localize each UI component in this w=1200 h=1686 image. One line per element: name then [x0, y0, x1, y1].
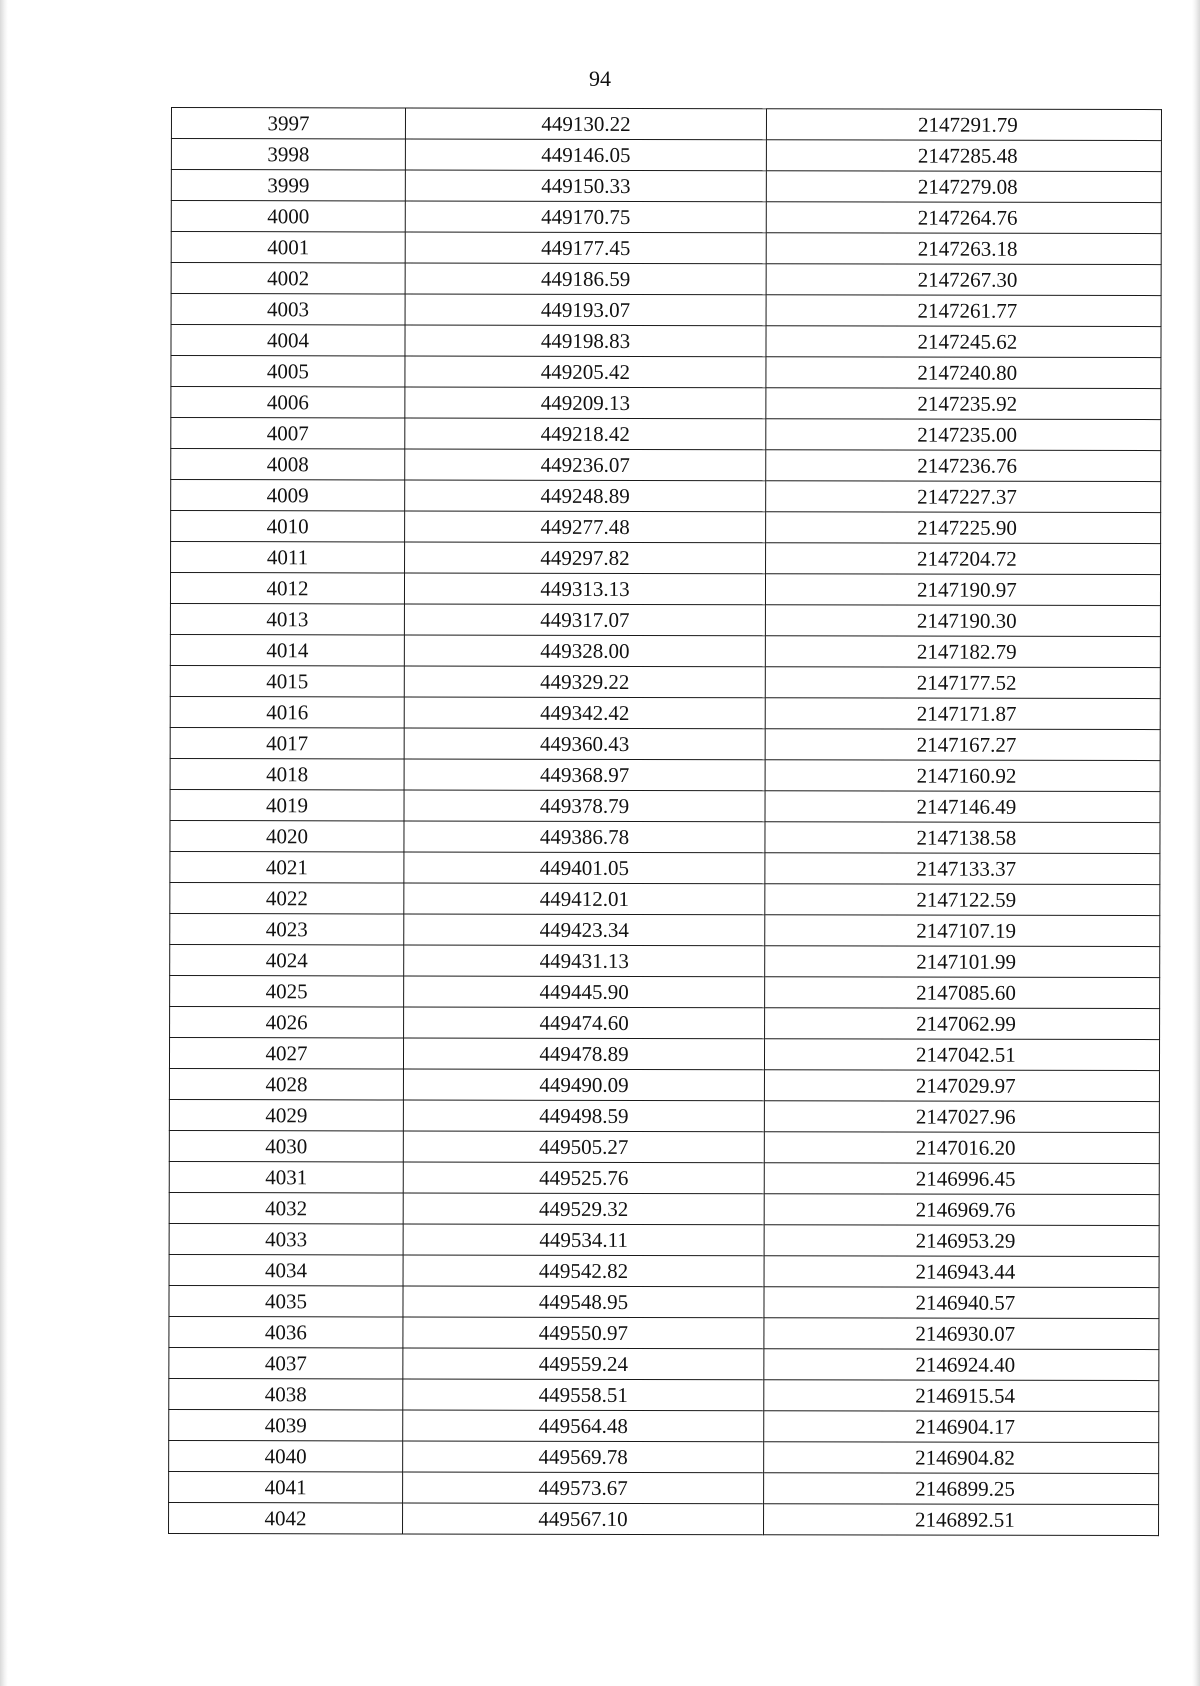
y-coordinate-cell: 2147171.87: [765, 698, 1160, 730]
table-row: [170, 851, 1160, 884]
table-row: [169, 1254, 1159, 1287]
y-coordinate-cell: 2147190.97: [765, 574, 1160, 606]
x-coordinate-cell: 449431.13: [404, 945, 765, 977]
x-coordinate-cell: 449478.89: [403, 1038, 764, 1070]
table-row: [170, 789, 1160, 822]
point-number-cell: 4014: [170, 634, 404, 665]
table-row: [170, 944, 1160, 977]
y-coordinate-cell: 2147285.48: [766, 140, 1161, 172]
y-coordinate-cell: 2147016.20: [764, 1132, 1159, 1164]
y-coordinate-cell: 2147263.18: [766, 233, 1161, 265]
table-row: [171, 418, 1161, 451]
x-coordinate-cell: 449564.48: [403, 1410, 764, 1442]
point-number-cell: 4034: [169, 1254, 403, 1285]
point-number-cell: 4002: [171, 263, 405, 294]
point-number-cell: 4019: [170, 789, 404, 820]
y-coordinate-cell: 2147122.59: [765, 884, 1160, 916]
table-row: [169, 1440, 1159, 1473]
point-number-cell: 4038: [169, 1378, 403, 1409]
table-row: [171, 356, 1161, 389]
y-coordinate-cell: 2146953.29: [764, 1225, 1159, 1257]
table-row: [170, 727, 1160, 760]
y-coordinate-cell: 2147146.49: [765, 791, 1160, 823]
x-coordinate-cell: 449328.00: [404, 635, 765, 667]
point-number-cell: 3999: [171, 170, 405, 201]
y-coordinate-cell: 2147085.60: [765, 977, 1160, 1009]
point-number-cell: 4021: [170, 851, 404, 882]
table-row: [169, 1192, 1159, 1225]
y-coordinate-cell: 2147167.27: [765, 729, 1160, 761]
table-row: [171, 201, 1161, 234]
y-coordinate-cell: 2147267.30: [766, 264, 1161, 296]
x-coordinate-cell: 449198.83: [405, 325, 766, 357]
table-row: [169, 1347, 1159, 1380]
x-coordinate-cell: 449445.90: [404, 976, 765, 1008]
point-number-cell: 4012: [170, 573, 404, 604]
point-number-cell: 4042: [169, 1502, 403, 1533]
point-number-cell: 4007: [171, 418, 405, 449]
table-row: [169, 1316, 1159, 1349]
x-coordinate-cell: 449548.95: [403, 1286, 764, 1318]
x-coordinate-cell: 449558.51: [403, 1379, 764, 1411]
x-coordinate-cell: 449386.78: [404, 821, 765, 853]
y-coordinate-cell: 2147264.76: [766, 202, 1161, 234]
table-row: [171, 170, 1161, 203]
y-coordinate-cell: 2146943.44: [764, 1256, 1159, 1288]
point-number-cell: 4003: [171, 294, 405, 325]
x-coordinate-cell: 449150.33: [405, 170, 766, 202]
point-number-cell: 4005: [171, 356, 405, 387]
y-coordinate-cell: 2147029.97: [764, 1070, 1159, 1102]
x-coordinate-cell: 449297.82: [405, 542, 766, 574]
point-number-cell: 4004: [171, 325, 405, 356]
y-coordinate-cell: 2147062.99: [765, 1008, 1160, 1040]
x-coordinate-cell: 449329.22: [404, 666, 765, 698]
x-coordinate-cell: 449360.43: [404, 728, 765, 760]
x-coordinate-cell: 449193.07: [405, 294, 766, 326]
coordinate-table: [168, 107, 1162, 1536]
x-coordinate-cell: 449505.27: [403, 1131, 764, 1163]
table-row: [169, 1285, 1159, 1318]
y-coordinate-cell: 2146899.25: [764, 1473, 1159, 1505]
x-coordinate-cell: 449412.01: [404, 883, 765, 915]
table-row: [170, 665, 1160, 698]
point-number-cell: 4032: [169, 1192, 403, 1223]
point-number-cell: 4039: [169, 1409, 403, 1440]
x-coordinate-cell: 449401.05: [404, 852, 765, 884]
x-coordinate-cell: 449474.60: [404, 1007, 765, 1039]
x-coordinate-cell: 449490.09: [403, 1069, 764, 1101]
y-coordinate-cell: 2147027.96: [764, 1101, 1159, 1133]
y-coordinate-cell: 2147160.92: [765, 760, 1160, 792]
y-coordinate-cell: 2146904.82: [764, 1442, 1159, 1474]
y-coordinate-cell: 2147245.62: [766, 326, 1161, 358]
point-number-cell: 4009: [171, 480, 405, 511]
table-row: [171, 294, 1161, 327]
y-coordinate-cell: 2146892.51: [764, 1504, 1159, 1536]
x-coordinate-cell: 449248.89: [405, 480, 766, 512]
x-coordinate-cell: 449277.48: [405, 511, 766, 543]
x-coordinate-cell: 449567.10: [403, 1503, 764, 1535]
point-number-cell: 4000: [171, 201, 405, 232]
y-coordinate-cell: 2147101.99: [765, 946, 1160, 978]
point-number-cell: 4022: [170, 882, 404, 913]
y-coordinate-cell: 2147107.19: [765, 915, 1160, 947]
point-number-cell: 4037: [169, 1347, 403, 1378]
table-row: [169, 1223, 1159, 1256]
x-coordinate-cell: 449534.11: [403, 1224, 764, 1256]
point-number-cell: 4006: [171, 387, 405, 418]
x-coordinate-cell: 449186.59: [405, 263, 766, 295]
point-number-cell: 4011: [171, 542, 405, 573]
table-row: [169, 1161, 1159, 1194]
point-number-cell: 4029: [169, 1099, 403, 1130]
table-row: [171, 449, 1161, 482]
y-coordinate-cell: 2147240.80: [766, 357, 1161, 389]
y-coordinate-cell: 2146915.54: [764, 1380, 1159, 1412]
y-coordinate-cell: 2147204.72: [766, 543, 1161, 575]
x-coordinate-cell: 449569.78: [403, 1441, 764, 1473]
y-coordinate-cell: 2147133.37: [765, 853, 1160, 885]
table-row: [171, 139, 1161, 172]
table-row: [170, 820, 1160, 853]
point-number-cell: 4001: [171, 232, 405, 263]
table-row: [169, 1471, 1159, 1504]
table-row: [170, 882, 1160, 915]
table-row: [171, 263, 1161, 296]
table-row: [171, 325, 1161, 358]
table-row: [170, 603, 1160, 636]
x-coordinate-cell: 449525.76: [403, 1162, 764, 1194]
point-number-cell: 4016: [170, 696, 404, 727]
x-coordinate-cell: 449529.32: [403, 1193, 764, 1225]
point-number-cell: 4030: [169, 1130, 403, 1161]
x-coordinate-cell: 449317.07: [404, 604, 765, 636]
y-coordinate-cell: 2147227.37: [766, 481, 1161, 513]
point-number-cell: 4025: [170, 975, 404, 1006]
table-row: [169, 1378, 1159, 1411]
x-coordinate-cell: 449218.42: [405, 418, 766, 450]
x-coordinate-cell: 449313.13: [404, 573, 765, 605]
page-number: 94: [589, 66, 611, 91]
point-number-cell: 3998: [171, 139, 405, 170]
point-number-cell: 4026: [170, 1006, 404, 1037]
x-coordinate-cell: 449146.05: [405, 139, 766, 171]
point-number-cell: 4020: [170, 820, 404, 851]
point-number-cell: 4017: [170, 727, 404, 758]
table-row: [169, 1099, 1159, 1132]
x-coordinate-cell: 449378.79: [404, 790, 765, 822]
table-row: [171, 387, 1161, 420]
table-row: [169, 1068, 1159, 1101]
x-coordinate-cell: 449573.67: [403, 1472, 764, 1504]
table-row: [169, 1037, 1159, 1070]
table-row: [171, 511, 1161, 544]
y-coordinate-cell: 2146996.45: [764, 1163, 1159, 1195]
x-coordinate-cell: 449170.75: [405, 201, 766, 233]
point-number-cell: 4010: [171, 511, 405, 542]
x-coordinate-cell: 449559.24: [403, 1348, 764, 1380]
y-coordinate-cell: 2147261.77: [766, 295, 1161, 327]
y-coordinate-cell: 2147190.30: [765, 605, 1160, 637]
x-coordinate-cell: 449205.42: [405, 356, 766, 388]
point-number-cell: 4036: [169, 1316, 403, 1347]
table-row: [170, 758, 1160, 791]
point-number-cell: 4041: [169, 1471, 403, 1502]
scan-edge-left: [0, 0, 8, 1686]
point-number-cell: 4015: [170, 665, 404, 696]
point-number-cell: 4040: [169, 1440, 403, 1471]
x-coordinate-cell: 449542.82: [403, 1255, 764, 1287]
point-number-cell: 4031: [169, 1161, 403, 1192]
point-number-cell: 4018: [170, 758, 404, 789]
x-coordinate-cell: 449368.97: [404, 759, 765, 791]
table-row: [170, 913, 1160, 946]
y-coordinate-cell: 2146904.17: [764, 1411, 1159, 1443]
y-coordinate-cell: 2147138.58: [765, 822, 1160, 854]
x-coordinate-cell: 449130.22: [405, 108, 766, 140]
y-coordinate-cell: 2147182.79: [765, 636, 1160, 668]
point-number-cell: 4028: [169, 1068, 403, 1099]
y-coordinate-cell: 2146930.07: [764, 1318, 1159, 1350]
y-coordinate-cell: 2147177.52: [765, 667, 1160, 699]
x-coordinate-cell: 449342.42: [404, 697, 765, 729]
table-row: [170, 696, 1160, 729]
y-coordinate-cell: 2147236.76: [766, 450, 1161, 482]
x-coordinate-cell: 449498.59: [403, 1100, 764, 1132]
point-number-cell: 4013: [170, 603, 404, 634]
table-row: [170, 1006, 1160, 1039]
point-number-cell: 4024: [170, 944, 404, 975]
table-row: [169, 1409, 1159, 1442]
scan-edge-right: [1192, 0, 1200, 1686]
y-coordinate-cell: 2147225.90: [766, 512, 1161, 544]
table-row: [170, 573, 1160, 606]
table-row: [171, 108, 1161, 141]
point-number-cell: 4035: [169, 1285, 403, 1316]
x-coordinate-cell: 449236.07: [405, 449, 766, 481]
x-coordinate-cell: 449550.97: [403, 1317, 764, 1349]
table-body: [169, 108, 1162, 1536]
point-number-cell: 3997: [171, 108, 405, 139]
table-row: [169, 1502, 1159, 1535]
x-coordinate-cell: 449177.45: [405, 232, 766, 264]
y-coordinate-cell: 2147279.08: [766, 171, 1161, 203]
y-coordinate-cell: 2147235.00: [766, 419, 1161, 451]
y-coordinate-cell: 2146940.57: [764, 1287, 1159, 1319]
y-coordinate-cell: 2146924.40: [764, 1349, 1159, 1381]
table-row: [171, 542, 1161, 575]
point-number-cell: 4027: [169, 1037, 403, 1068]
table-row: [169, 1130, 1159, 1163]
y-coordinate-cell: 2146969.76: [764, 1194, 1159, 1226]
table-row: [170, 975, 1160, 1008]
y-coordinate-cell: 2147042.51: [764, 1039, 1159, 1071]
table-row: [171, 232, 1161, 265]
table-row: [171, 480, 1161, 513]
table-row: [170, 634, 1160, 667]
y-coordinate-cell: 2147291.79: [766, 109, 1161, 141]
x-coordinate-cell: 449423.34: [404, 914, 765, 946]
point-number-cell: 4008: [171, 449, 405, 480]
x-coordinate-cell: 449209.13: [405, 387, 766, 419]
y-coordinate-cell: 2147235.92: [766, 388, 1161, 420]
point-number-cell: 4023: [170, 913, 404, 944]
point-number-cell: 4033: [169, 1223, 403, 1254]
